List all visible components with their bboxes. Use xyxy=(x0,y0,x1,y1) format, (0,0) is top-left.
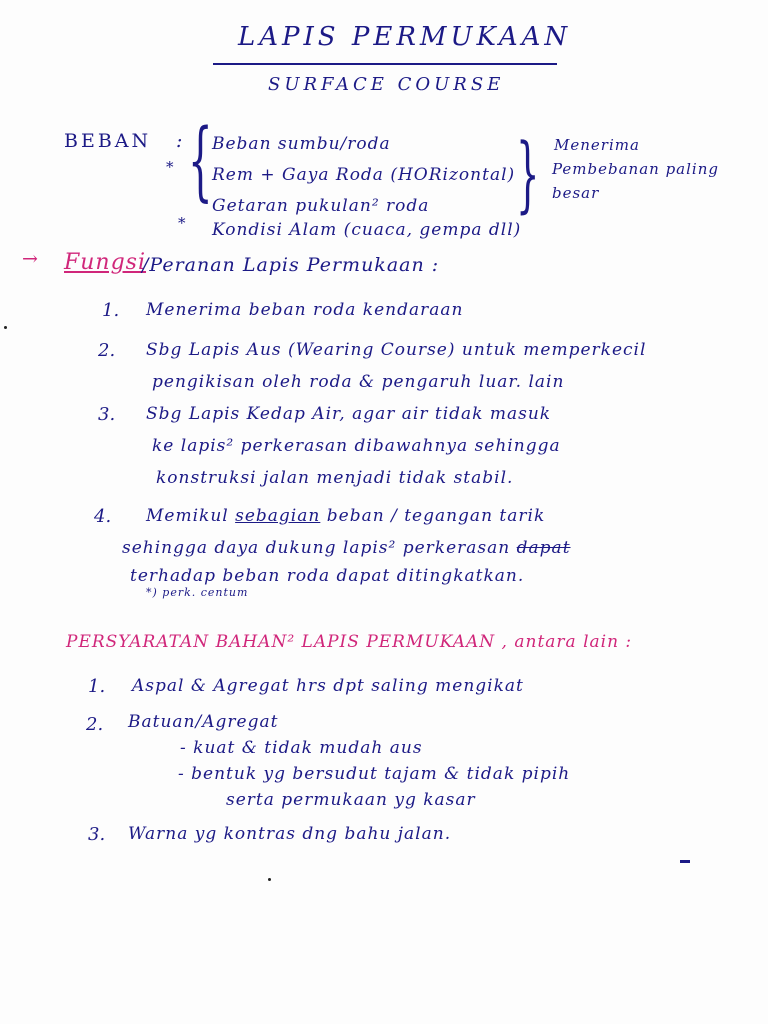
fungsi-item-line xyxy=(146,506,545,526)
fungsi-heading: /Peranan Lapis Permukaan : xyxy=(142,254,440,276)
stray-mark xyxy=(268,878,271,881)
beban-item: Getaran pukulan² roda xyxy=(212,196,430,216)
fungsi-item-line: Sbg Lapis Aus (Wearing Course) untuk memperkecil xyxy=(146,340,647,360)
title-underline xyxy=(213,63,557,65)
beban-label: BEBAN xyxy=(64,130,152,152)
fungsi-item-line: terhadap beban roda dapat ditingkatkan. xyxy=(130,566,525,586)
star-mark: * xyxy=(178,214,187,232)
fungsi-item-line: Sbg Lapis Kedap Air, agar air tidak masuk xyxy=(146,404,552,424)
item-number: 1. xyxy=(102,300,120,321)
fungsi-item-line: pengikisan oleh roda & pengaruh luar. lain xyxy=(152,372,565,392)
fungsi-item-text: Memikul xyxy=(146,506,229,526)
left-brace: { xyxy=(188,111,213,211)
underlined-word: sebagian xyxy=(235,506,321,526)
beban-colon: : xyxy=(176,130,184,152)
arrow-marker: → xyxy=(22,248,39,270)
stray-mark xyxy=(680,860,690,863)
item-number: 3. xyxy=(88,824,106,845)
stray-mark xyxy=(4,326,7,329)
fungsi-item-line: ke lapis² perkerasan dibawahnya sehingga xyxy=(152,436,561,456)
persyaratan-heading: PERSYARATAN BAHAN² LAPIS PERMUKAAN , antara lain : xyxy=(66,632,633,652)
fungsi-heading-underlined: Fungsi xyxy=(64,250,147,275)
footnote: *) perk. centum xyxy=(146,586,249,599)
star-mark: * xyxy=(166,158,175,176)
item-number: 2. xyxy=(86,714,104,735)
beban-item: Rem + Gaya Roda (HORizontal) xyxy=(212,165,516,185)
persyaratan-item: Warna yg kontras dng bahu jalan. xyxy=(128,824,452,844)
item-number: 2. xyxy=(98,340,116,361)
fungsi-item-text: sehingga daya dukung lapis² perkerasan xyxy=(122,538,511,558)
persyaratan-item: Aspal & Agregat hrs dpt saling mengikat xyxy=(132,676,524,696)
page-subtitle: SURFACE COURSE xyxy=(268,74,505,95)
beban-note-line: Pembebanan paling xyxy=(552,160,719,178)
fungsi-item-line xyxy=(122,538,571,558)
beban-item: Kondisi Alam (cuaca, gempa dll) xyxy=(212,220,522,240)
persyaratan-item: Batuan/Agregat xyxy=(128,712,279,732)
page-title: LAPIS PERMUKAAN xyxy=(238,22,572,52)
item-number: 3. xyxy=(98,404,116,425)
persyaratan-subitem: - kuat & tidak mudah aus xyxy=(180,738,423,758)
struck-word: dapat xyxy=(516,538,571,558)
fungsi-item-line: Menerima beban roda kendaraan xyxy=(146,300,464,320)
item-number: 1. xyxy=(88,676,106,697)
beban-note-line: Menerima xyxy=(554,136,640,154)
persyaratan-subitem: - bentuk yg bersudut tajam & tidak pipih xyxy=(178,764,571,784)
item-number: 4. xyxy=(94,506,112,527)
beban-note-line: besar xyxy=(552,184,600,202)
fungsi-item-text: beban / tegangan tarik xyxy=(326,506,546,526)
right-brace: } xyxy=(516,127,540,222)
beban-item: Beban sumbu/roda xyxy=(212,134,391,154)
fungsi-item-line: konstruksi jalan menjadi tidak stabil. xyxy=(156,468,514,488)
persyaratan-subitem: serta permukaan yg kasar xyxy=(226,790,476,810)
